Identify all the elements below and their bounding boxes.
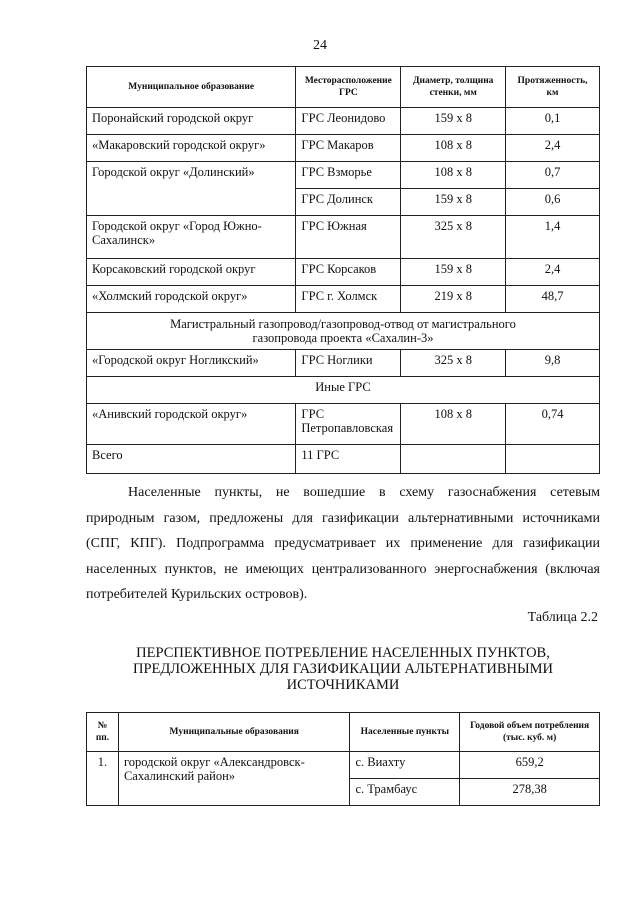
location-cell: ГРС Взморье — [296, 162, 401, 189]
municipality-cell: «Анивский городской округ» — [87, 404, 296, 445]
table-row — [87, 162, 600, 189]
length-cell: 0,6 — [506, 189, 600, 216]
length-cell: 9,8 — [506, 350, 600, 377]
location-cell: ГРС г. Холмск — [296, 286, 401, 313]
table-header-row — [87, 713, 600, 752]
column-header: Протяженность, км — [506, 67, 600, 108]
table-header-row — [87, 67, 600, 108]
location-cell: ГРС Макаров — [296, 135, 401, 162]
total-row — [87, 445, 600, 474]
location-cell: ГРС Долинск — [296, 189, 401, 216]
diameter-cell: 159 х 8 — [401, 108, 506, 135]
municipality-cell: «Макаровский городской округ» — [87, 135, 296, 162]
location-cell: ГРС Ноглики — [296, 350, 401, 377]
municipality-cell: Поронайский городской округ — [87, 108, 296, 135]
diameter-cell: 325 х 8 — [401, 216, 506, 259]
section-row — [87, 377, 600, 404]
table-row — [87, 216, 600, 259]
table-row — [87, 404, 600, 445]
location-cell: ГРС Петропавловская — [296, 404, 401, 445]
column-header: Муниципальные образования — [118, 713, 349, 752]
municipality-cell: «Городской округ Ногликский» — [87, 350, 296, 377]
table-title: ПЕРСПЕКТИВНОЕ ПОТРЕБЛЕНИЕ НАСЕЛЕННЫХ ПУНКТОВ, ПРЕДЛОЖЕННЫХ ДЛЯ ГАЗИФИКАЦИИ АЛЬТЕРНАТИВНЫМИ ИСТОЧНИКАМИ — [132, 645, 553, 693]
column-header: Диаметр, толщина стенки, мм — [401, 67, 506, 108]
municipality-cell: Корсаковский городской округ — [87, 259, 296, 286]
location-cell: ГРС Корсаков — [296, 259, 401, 286]
diameter-cell: 108 х 8 — [401, 162, 506, 189]
body-paragraph — [86, 480, 600, 608]
table-row — [87, 752, 600, 779]
length-cell: 1,4 — [506, 216, 600, 259]
municipality-cell: Городской округ «Долинский» — [87, 162, 296, 216]
municipality-cell: городской округ «Александровск-Сахалинский район» — [118, 752, 349, 806]
diameter-cell: 219 х 8 — [401, 286, 506, 313]
length-cell: 0,7 — [506, 162, 600, 189]
location-cell: ГРС Южная — [296, 216, 401, 259]
settlement-cell: с. Виахту — [350, 752, 460, 779]
length-cell: 48,7 — [506, 286, 600, 313]
section-row — [87, 313, 600, 350]
diameter-cell: 108 х 8 — [401, 404, 506, 445]
table-row — [87, 350, 600, 377]
diameter-cell: 159 х 8 — [401, 189, 506, 216]
table-row — [87, 108, 600, 135]
diameter-cell: 325 х 8 — [401, 350, 506, 377]
empty-cell — [401, 445, 506, 474]
length-cell: 0,74 — [506, 404, 600, 445]
paragraph-text: Населенные пункты, не вошедшие в схему газоснабжения сетевым природным газом, предложены для газификации альтернативными источниками (СПГ, КПГ). Подпрограмма предусматривает их применение для газификации населенных пунктов, не имеющих централизованного энергоснабжения (включая потребителей Курильских островов). — [86, 485, 600, 602]
length-cell: 2,4 — [506, 259, 600, 286]
column-header: Муниципальное образование — [87, 67, 296, 108]
table-label: Таблица 2.2 — [527, 610, 598, 625]
page-number: 24 — [313, 38, 327, 53]
consumption-table — [86, 712, 600, 806]
total-label: Всего — [87, 445, 296, 474]
volume-cell: 278,38 — [460, 779, 600, 806]
column-header: Годовой объем потребления (тыс. куб. м) — [460, 713, 600, 752]
municipality-cell: Городской округ «Город Южно-Сахалинск» — [87, 216, 296, 259]
column-header: Населенные пункты — [350, 713, 460, 752]
table-row — [87, 259, 600, 286]
diameter-cell: 159 х 8 — [401, 259, 506, 286]
column-header: Месторасположение ГРС — [296, 67, 401, 108]
total-location: 11 ГРС — [296, 445, 401, 474]
row-number-cell: 1. — [87, 752, 119, 806]
settlement-cell: с. Трамбаус — [350, 779, 460, 806]
section-heading: Магистральный газопровод/газопровод-отвод от магистрального газопровода проекта «Сахалин-3» — [87, 313, 600, 350]
table-row — [87, 286, 600, 313]
length-cell: 0,1 — [506, 108, 600, 135]
column-header: № пп. — [87, 713, 119, 752]
length-cell: 2,4 — [506, 135, 600, 162]
table-row — [87, 135, 600, 162]
volume-cell: 659,2 — [460, 752, 600, 779]
location-cell: ГРС Леонидово — [296, 108, 401, 135]
municipality-cell: «Холмский городской округ» — [87, 286, 296, 313]
section-heading: Иные ГРС — [87, 377, 600, 404]
empty-cell — [506, 445, 600, 474]
diameter-cell: 108 х 8 — [401, 135, 506, 162]
gas-distribution-table — [86, 66, 600, 474]
